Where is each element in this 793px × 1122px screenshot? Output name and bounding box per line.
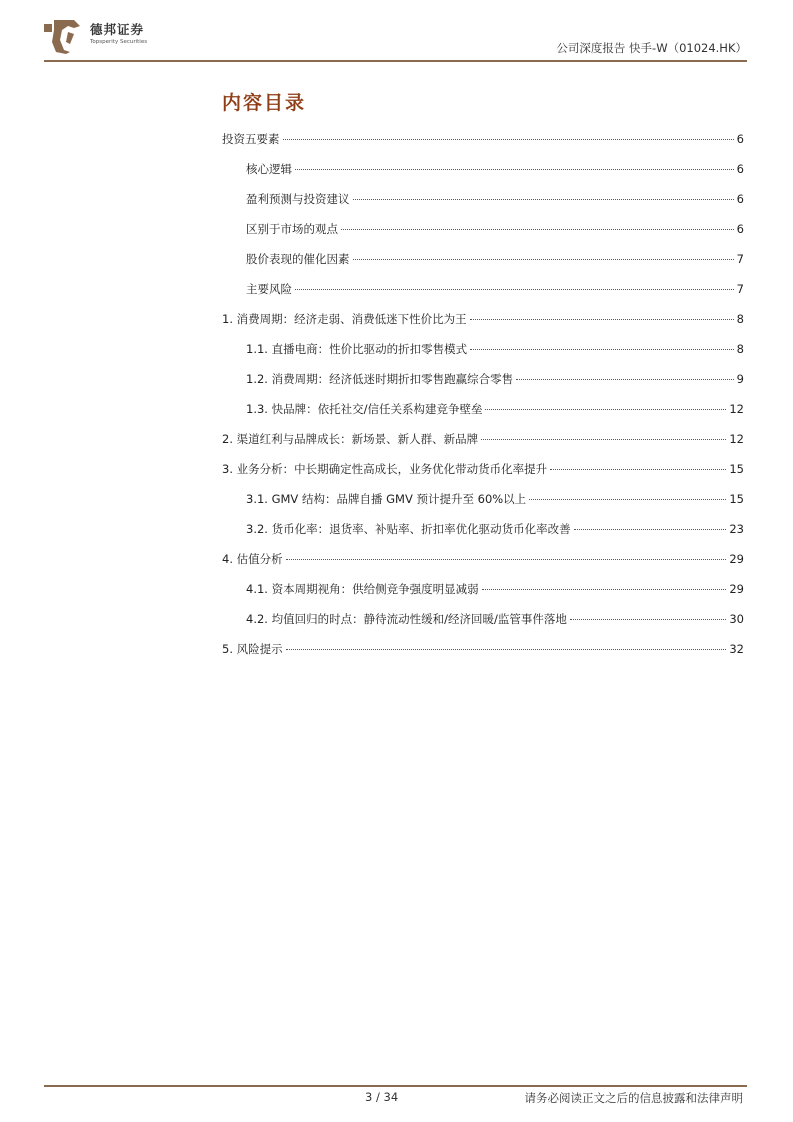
toc-leader-dots bbox=[295, 169, 734, 170]
toc-entry[interactable] bbox=[222, 641, 744, 671]
toc-title: 内容目录 bbox=[222, 92, 307, 114]
toc-entry-label: 盈利预测与投资建议 bbox=[246, 192, 350, 206]
toc-entry-label: 投资五要素 bbox=[222, 132, 280, 146]
toc-leader-dots bbox=[295, 289, 734, 290]
toc-entry[interactable] bbox=[222, 311, 744, 341]
toc-leader-dots bbox=[286, 649, 727, 650]
toc-entry-page: 9 bbox=[736, 372, 744, 386]
toc-entry[interactable] bbox=[222, 611, 744, 641]
toc-entry-label: 3. 业务分析：中长期确定性高成长，业务优化带动货币化率提升 bbox=[222, 462, 548, 476]
legal-disclaimer: 请务必阅读正文之后的信息披露和法律声明 bbox=[524, 1091, 743, 1105]
toc-entry-page: 23 bbox=[729, 522, 744, 536]
toc-entry-page: 6 bbox=[736, 222, 744, 236]
logo-english-name: Topsperity Securities bbox=[90, 39, 148, 45]
toc-leader-dots bbox=[516, 379, 734, 380]
toc-entry-page: 30 bbox=[729, 612, 744, 626]
toc-entry-page: 32 bbox=[729, 642, 744, 656]
table-of-contents bbox=[222, 131, 744, 671]
company-logo bbox=[44, 14, 164, 58]
toc-entry-label: 3.1. GMV 结构：品牌自播 GMV 预计提升至 60%以上 bbox=[246, 492, 527, 506]
toc-leader-dots bbox=[286, 559, 727, 560]
toc-entry-label: 1.3. 快品牌：依托社交/信任关系构建竞争壁垒 bbox=[246, 402, 483, 416]
toc-entry[interactable] bbox=[222, 581, 744, 611]
toc-leader-dots bbox=[353, 259, 734, 260]
toc-leader-dots bbox=[570, 619, 727, 620]
toc-entry-page: 8 bbox=[736, 312, 744, 326]
toc-entry-label: 主要风险 bbox=[246, 282, 292, 296]
toc-entry-label: 4. 估值分析 bbox=[222, 552, 283, 566]
toc-entry-page: 7 bbox=[736, 252, 744, 266]
toc-entry[interactable] bbox=[222, 431, 744, 461]
report-info: 公司深度报告 快手-W（01024.HK） bbox=[556, 41, 747, 55]
logo-chinese-name: 德邦证券 bbox=[90, 22, 145, 37]
header-divider bbox=[44, 60, 747, 62]
toc-entry-page: 15 bbox=[729, 462, 744, 476]
toc-leader-dots bbox=[470, 349, 734, 350]
toc-entry[interactable] bbox=[222, 371, 744, 401]
toc-leader-dots bbox=[529, 499, 726, 500]
toc-entry[interactable] bbox=[222, 191, 744, 221]
toc-entry[interactable] bbox=[222, 161, 744, 191]
toc-entry-page: 12 bbox=[729, 432, 744, 446]
toc-leader-dots bbox=[470, 319, 734, 320]
toc-entry-label: 1.1. 直播电商：性价比驱动的折扣零售模式 bbox=[246, 342, 468, 356]
toc-leader-dots bbox=[574, 529, 727, 530]
toc-entry[interactable] bbox=[222, 401, 744, 431]
toc-entry[interactable] bbox=[222, 251, 744, 281]
toc-leader-dots bbox=[550, 469, 726, 470]
toc-entry-label: 核心逻辑 bbox=[246, 162, 292, 176]
toc-entry-label: 5. 风险提示 bbox=[222, 642, 283, 656]
footer-divider bbox=[44, 1085, 747, 1087]
toc-entry-page: 15 bbox=[729, 492, 744, 506]
toc-entry[interactable] bbox=[222, 341, 744, 371]
toc-entry-label: 区别于市场的观点 bbox=[246, 222, 338, 236]
toc-entry[interactable] bbox=[222, 521, 744, 551]
toc-entry[interactable] bbox=[222, 551, 744, 581]
toc-entry[interactable] bbox=[222, 461, 744, 491]
toc-entry-page: 6 bbox=[736, 192, 744, 206]
toc-leader-dots bbox=[485, 409, 726, 410]
toc-leader-dots bbox=[481, 439, 726, 440]
toc-entry-label: 3.2. 货币化率：退货率、补贴率、折扣率优化驱动货币化率改善 bbox=[246, 522, 571, 536]
toc-entry-page: 12 bbox=[729, 402, 744, 416]
toc-entry-label: 2. 渠道红利与品牌成长：新场景、新人群、新品牌 bbox=[222, 432, 479, 446]
toc-entry-label: 股价表现的催化因素 bbox=[246, 252, 350, 266]
toc-leader-dots bbox=[341, 229, 734, 230]
company-logo-mark-icon bbox=[44, 16, 86, 56]
toc-entry-page: 29 bbox=[729, 582, 744, 596]
toc-entry[interactable] bbox=[222, 491, 744, 521]
toc-entry-page: 6 bbox=[736, 132, 744, 146]
toc-entry[interactable] bbox=[222, 221, 744, 251]
toc-entry-page: 6 bbox=[736, 162, 744, 176]
toc-entry-page: 29 bbox=[729, 552, 744, 566]
toc-leader-dots bbox=[283, 139, 734, 140]
toc-leader-dots bbox=[482, 589, 727, 590]
toc-leader-dots bbox=[353, 199, 734, 200]
toc-entry-page: 8 bbox=[736, 342, 744, 356]
toc-entry-label: 1.2. 消费周期：经济低迷时期折扣零售跑赢综合零售 bbox=[246, 372, 514, 386]
toc-entry-label: 1. 消费周期：经济走弱、消费低迷下性价比为王 bbox=[222, 312, 467, 326]
toc-entry-page: 7 bbox=[736, 282, 744, 296]
toc-entry-label: 4.2. 均值回归的时点：静待流动性缓和/经济回暖/监管事件落地 bbox=[246, 612, 567, 626]
page-number: 3 / 34 bbox=[365, 1090, 399, 1104]
toc-entry-label: 4.1. 资本周期视角：供给侧竞争强度明显减弱 bbox=[246, 582, 479, 596]
toc-entry[interactable] bbox=[222, 131, 744, 161]
toc-entry[interactable] bbox=[222, 281, 744, 311]
